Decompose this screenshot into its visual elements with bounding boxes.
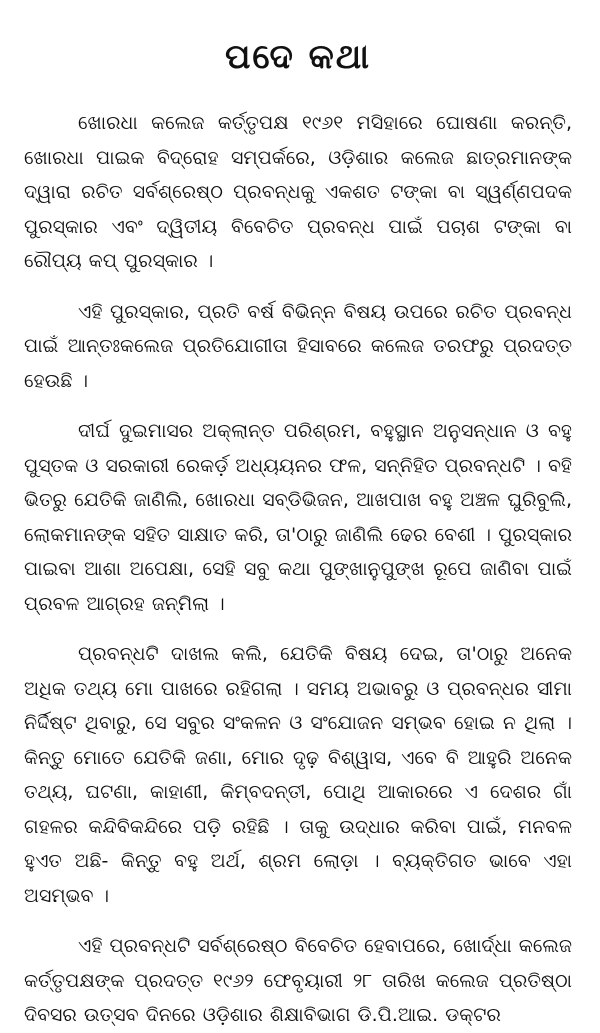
paragraph-5: ଏହି ପ୍ରବନ୍ଧଟି ସର୍ବଶ୍ରେଷ୍ଠ ବିବେଚିତ ହେବାପରେ, ଖୋର୍ଦ୍ଧା କଲେଜ କର୍ତ୍ତୃପକ୍ଷଙ୍କ ପ୍ରଦତ୍ତ ୧୯୬୨ ଫେବୃୟାରୀ ୨୮ ତାରିଖ କଲେଜ ପ୍ରତିଷ୍ଠା ଦିବସର ଉତ୍ସବ ଦିନରେ ଓଡ଼ିଶାର ଶିକ୍ଷାବିଭାଗ ଡି.ପି.ଆଇ. ଡକ୍ଟର <box>24 935 572 1026</box>
paragraph-1: ଖୋରଧା କଲେଜ କର୍ତ୍ତୃପକ୍ଷ ୧୯୬୧ ମସିହାରେ ଘୋଷଣା କରନ୍ତି, ଖୋରଧା ପାଇକ ବିଦ୍ରୋହ ସମ୍ପର୍କରେ, ଓଡ଼ିଶାର କଲେଜ ଛାତ୍ରମାନଙ୍କ ଦ୍ୱାରା ରଚିତ ସର୍ବଶ୍ରେଷ୍ଠ ପ୍ରବନ୍ଧକୁ ଏକଶତ ଟଙ୍କା ବା ସ୍ୱର୍ଣ୍ଣପଦକ ପୁରସ୍କାର ଏବଂ ଦ୍ୱିତୀୟ ବିବେଚିତ ପ୍ରବନ୍ଧ ପାଇଁ ପଚାଶ ଟଙ୍କା ବା ରୌପ୍ୟ କପ୍ ପୁରସ୍କାର । <box>24 112 572 272</box>
paragraph-4: ପ୍ରବନ୍ଧଟି ଦାଖଲ କଲି, ଯେତିକି ବିଷୟ ଦେଇ, ତା'ଠାରୁ ଅନେକ ଅଧିକ ତଥ୍ୟ ମୋ ପାଖରେ ରହିଗଲା । ସମୟ ଅଭାବରୁ ଓ ପ୍ରବନ୍ଧର ସୀମା ନିର୍ଦ୍ଦିଷ୍ଟ ଥିବାରୁ, ସେ ସବୁର ସଂକଳନ ଓ ସଂଯୋଜନ ସମ୍ଭବ ହୋଇ ନ ଥିଲା । କିନ୍ତୁ ମୋତେ ଯେତିକି ଜଣା, ମୋର ଦୃଢ଼ ବିଶ୍ୱାସ, ଏବେ ବି ଆହୁରି ଅନେକ ତଥ୍ୟ, ଘଟଣା, କାହାଣୀ, କିମ୍ବଦନ୍ତୀ, ପୋଥି ଆକାରରେ ଏ ଦେଶର ଗାଁ ଗହଳର କନ୍ଦିବିକନ୍ଦିରେ ପଡ଼ି ରହିଛି । ତାକୁ ଉଦ୍ଧାର କରିବା ପାଇଁ, ମନବଳ ହୁଏତ ଅଛି- କିନ୍ତୁ ବହୁ ଅର୍ଥ, ଶ୍ରମ ଲୋଡ଼ା । ବ୍ୟକ୍ତିଗତ ଭାବେ ଏହା ଅସମ୍ଭବ । <box>24 643 572 907</box>
paragraph-2: ଏହି ପୁରସ୍କାର, ପ୍ରତି ବର୍ଷ ବିଭିନ୍ନ ବିଷୟ ଉପରେ ରଚିତ ପ୍ରବନ୍ଧ ପାଇଁ ଆନ୍ତଃକଲେଜ ପ୍ରତିଯୋଗୀତା ହିସାବରେ କଲେଜ ତରଫରୁ ପ୍ରଦତ୍ତ ହେଉଛି । <box>24 300 572 392</box>
page-title: ପଦେ କଥା <box>224 37 371 77</box>
paragraph-3: ଦୀର୍ଘ ଦୁଇମାସର ଅକ୍ଲାନ୍ତ ପରିଶ୍ରମ, ବହୁସ୍ଥାନ ଅନୁସନ୍ଧାନ ଓ ବହୁ ପୁସ୍ତକ ଓ ସରକାରୀ ରେକର୍ଡ଼ ଅଧ୍ୟୟନର ଫଳ, ସନ୍ନିହିତ ପ୍ରବନ୍ଧଟି । ବହି ଭିତରୁ ଯେତିକି ଜାଣିଲି, ଖୋରଧା ସବ୍‌ଡିଭିଜନ, ଆଖପାଖ ବହୁ ଅଞ୍ଚଳ ଘୁରିବୁଲି, ଲୋକମାନଙ୍କ ସହିତ ସାକ୍ଷାତ କରି, ତା'ଠାରୁ ଜାଣିଲି ଢେର ବେଶୀ । ପୁରସ୍କାର ପାଇବା ଆଶା ଅପେକ୍ଷା, ସେହି ସବୁ କଥା ପୁଙ୍ଖାନୁପୁଙ୍ଖ ରୂପେ ଜାଣିବା ପାଇଁ ପ୍ରବଳ ଆଗ୍ରହ ଜନ୍ମିଲା । <box>24 420 572 615</box>
